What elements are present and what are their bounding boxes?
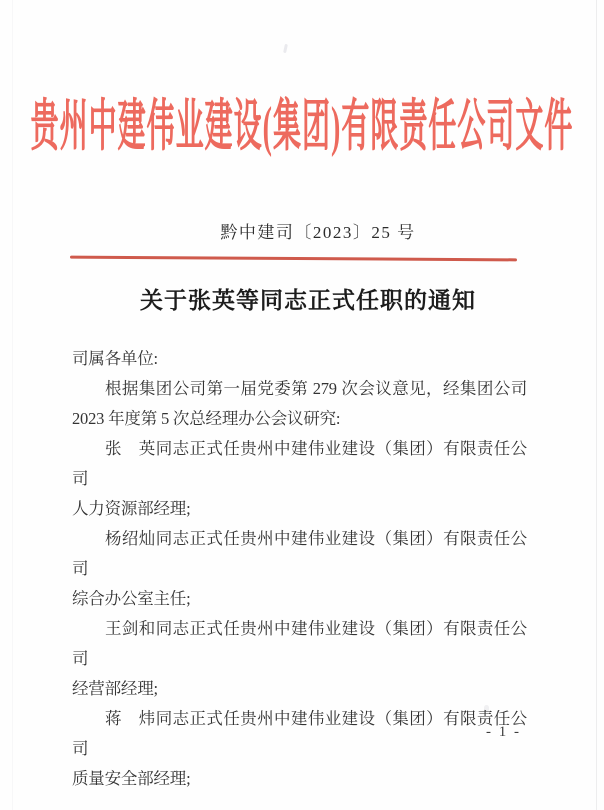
body-line: 2023 年度第 5 次总经理办公会议研究:: [72, 409, 341, 428]
document-body: [72, 344, 527, 794]
body-line: 王剑和同志正式任贵州中建伟业建设（集团）有限责任公司: [72, 619, 527, 668]
document-number: 黔中建司〔2023〕25 号: [220, 223, 416, 242]
body-line: 经营部经理;: [72, 679, 158, 698]
body-line: 张 英同志正式任贵州中建伟业建设（集团）有限责任公司: [72, 439, 527, 488]
body-line: 根据集团公司第一届党委第 279 次会议意见，经集团公司: [105, 379, 527, 398]
page-number: - 1 -: [486, 724, 521, 740]
body-line: 综合办公室主任;: [72, 589, 191, 608]
body-line: 质量安全部经理;: [72, 769, 191, 788]
body-line: 人力资源部经理;: [72, 499, 191, 518]
scan-speck-artifact: [283, 44, 288, 53]
red-divider-line: [70, 256, 517, 262]
salutation: 司属各单位:: [72, 349, 158, 368]
notice-title: 关于张英等同志正式任职的通知: [140, 288, 476, 313]
body-line: 杨绍灿同志正式任贵州中建伟业建设（集团）有限责任公司: [72, 529, 527, 578]
body-line: 蒋 炜同志正式任贵州中建伟业建设（集团）有限责任公司: [72, 709, 527, 758]
company-letterhead: 贵州中建伟业建设(集团)有限责任公司文件: [30, 97, 574, 159]
